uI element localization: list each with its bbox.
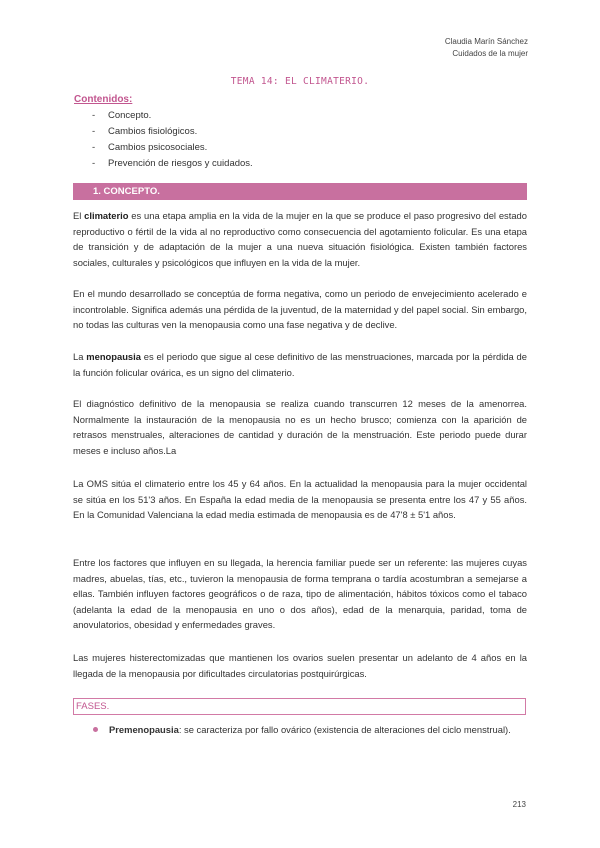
text-span: El bbox=[73, 210, 85, 221]
contents-heading: Contenidos: bbox=[74, 94, 133, 105]
page-number: 213 bbox=[512, 800, 526, 809]
text-span: : se caracteriza por fallo ovárico (existencia de alteraciones del ciclo menstrual). bbox=[178, 724, 511, 735]
paragraph-factores: Entre los factores que influyen en su llegada, la herencia familiar puede ser un referente: las mujeres cuyas madres, abuelas, tías, etc., tuvieron la menopausia de forma temprana o tardía acostumbran a semejarse a ellas. También influyen factores geográficos o de raza, tipo de alimentación, hábitos tóxicos como el tabaco (adelanta la edad de la menopausia en uno o dos años), edad de la menarquia, paridad, toma de anovulatorios, obesidad y enfermedades graves. bbox=[73, 557, 527, 630]
page-header bbox=[445, 36, 528, 60]
paragraph-climaterio bbox=[73, 208, 527, 270]
text-span: es una etapa amplia en la vida de la mujer en la que se produce el paso progresivo del estado reproductivo o fértil de la vida al no reproductivo como consecuencia del agotamiento folicular. Es una etapa de transición y de adaptación de la mujer a una nueva situación fisiológica. Existen también factores sociales, culturales y psicológicos que influyen en la vida de la mujer. bbox=[73, 210, 527, 268]
bold-term: menopausia bbox=[86, 351, 141, 362]
header-subject: Cuidados de la mujer bbox=[452, 49, 528, 58]
bold-term: climaterio bbox=[84, 210, 129, 221]
contents-item: - Prevención de riesgos y cuidados. bbox=[92, 156, 253, 172]
bullet-icon bbox=[93, 727, 98, 732]
paragraph-diagnostico: El diagnóstico definitivo de la menopausia se realiza cuando transcurren 12 meses de la amenorrea. Normalmente la instauración de la menopausia no es un hecho brusco; comienza con la aparición de retrasos menstruales, alteraciones de cantidad y duración de la menstruación. Este periodo puede durar meses e incluso años.La bbox=[73, 398, 527, 456]
contents-item: - Cambios psicosociales. bbox=[92, 140, 253, 156]
text-span: La bbox=[73, 351, 87, 362]
text-span: es el periodo que sigue al cese definitivo de las menstruaciones, marcada por la pérdida de la función folicular ovárica, es un signo del climaterio. bbox=[73, 351, 527, 378]
list-item-premenopausia bbox=[93, 722, 525, 738]
paragraph-histerectomizadas: Las mujeres histerectomizadas que mantienen los ovarios suelen presentar un adelanto de 4 años en la llegada de la menopausia por dificultades circulatorias postquirúrgicas. bbox=[73, 652, 527, 679]
contents-item: - Cambios fisiológicos. bbox=[92, 124, 253, 140]
paragraph-oms: La OMS sitúa el climaterio entre los 45 y 64 años. En la actualidad la menopausia para la mujer occidental se sitúa en los 51'3 años. En España la edad media de la menopausia se presenta entre los 47 y 55 años. En la Comunidad Valenciana la edad media estimada de menopausia es de 47'8 ± 5'1 años. bbox=[73, 478, 527, 520]
document-title: TEMA 14: EL CLIMATERIO. bbox=[230, 76, 370, 87]
section-heading-concepto: 1. CONCEPTO. bbox=[73, 183, 527, 200]
contents-item: - Concepto. bbox=[92, 108, 253, 124]
header-author: Claudia Marín Sánchez bbox=[444, 37, 528, 46]
bold-term: Premenopausia bbox=[109, 724, 179, 735]
paragraph-concepto-negativo: En el mundo desarrollado se conceptúa de forma negativa, como un periodo de envejecimiento acelerado e incontrolable. Significa además una pérdida de la juventud, de la maternidad y del papel social. Sin embargo, no todas las culturas ven la menopausia como una fase negativa y de declive. bbox=[73, 288, 527, 330]
contents-list bbox=[92, 108, 253, 172]
paragraph-menopausia bbox=[73, 349, 527, 380]
section-heading-fases: FASES. bbox=[73, 698, 526, 715]
